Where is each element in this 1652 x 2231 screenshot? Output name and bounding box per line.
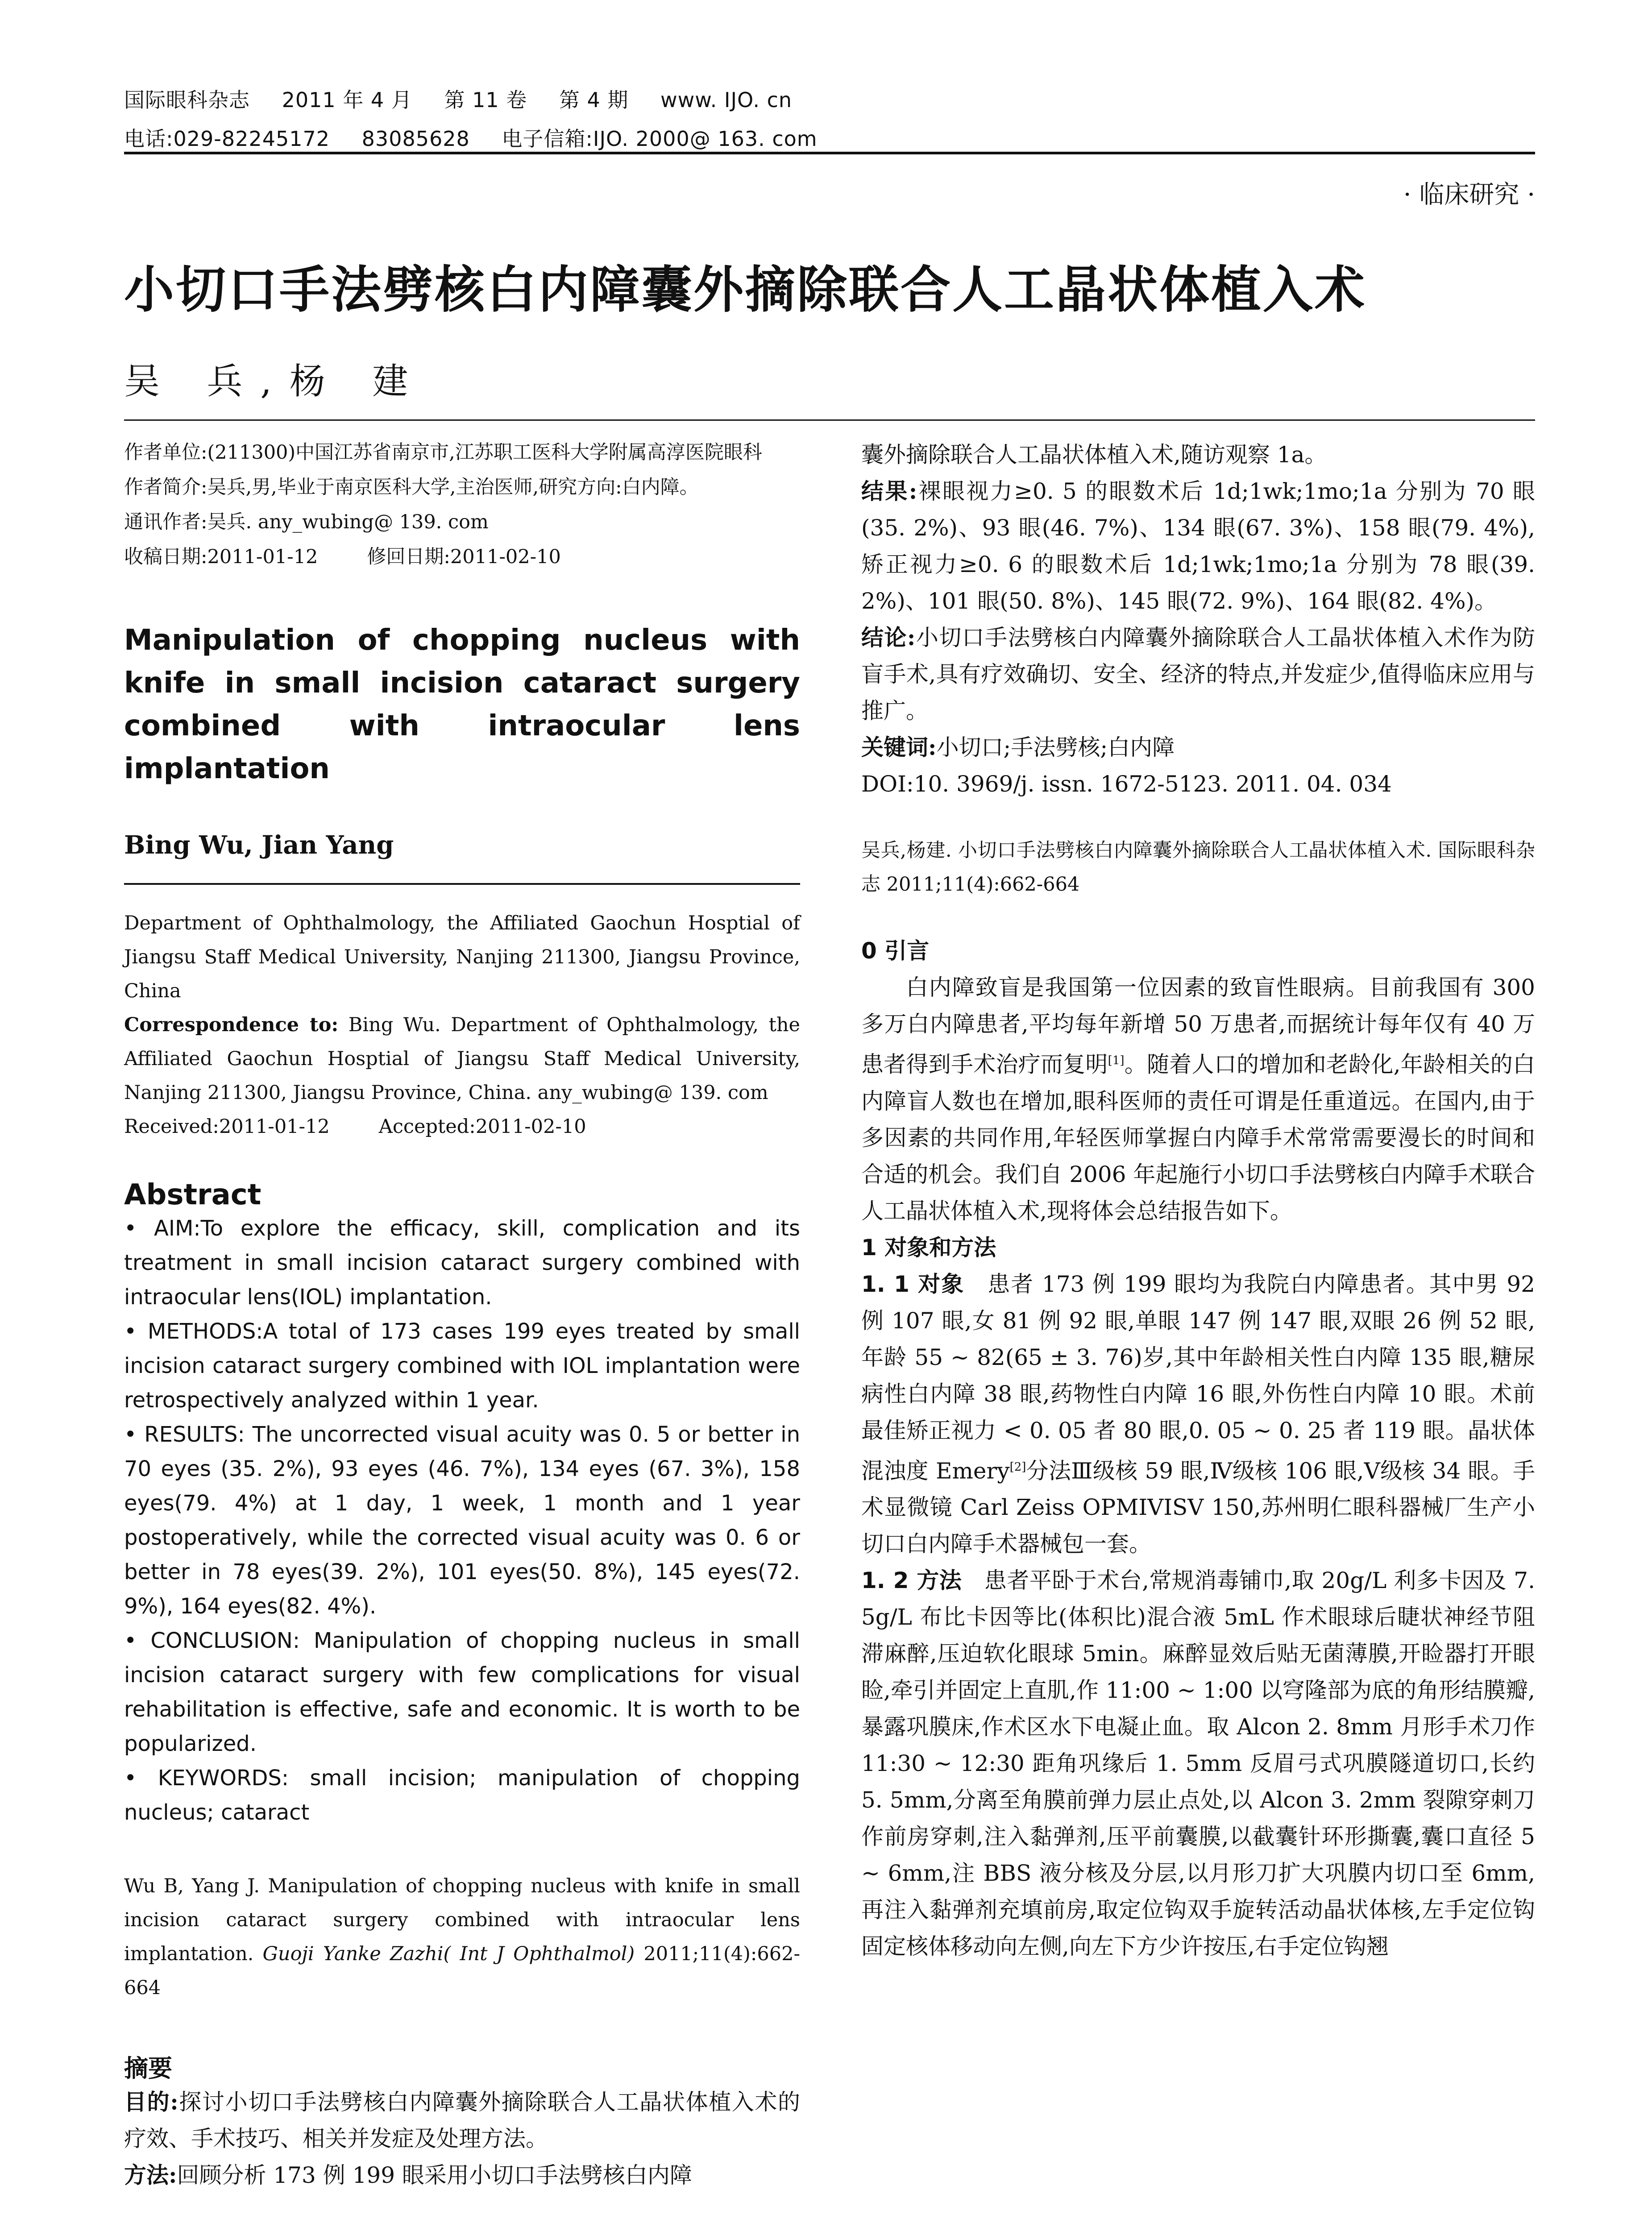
issue-date: 2011 年 4 月 xyxy=(282,88,412,112)
doi: DOI:10. 3969/j. issn. 1672-5123. 2011. 04. 034 xyxy=(861,771,1392,797)
abstract-heading: Abstract xyxy=(124,1178,261,1211)
citation-tail: 2011;11(4):662-664 xyxy=(124,1943,800,1999)
aim-text: 探讨小切口手法劈核白内障囊外摘除联合人工晶状体植入术的疗效、手术技巧、相关并发症及处理方法。 xyxy=(124,2089,800,2152)
en-received: Received:2011-01-12 xyxy=(124,1116,330,1138)
title-rule xyxy=(124,419,1535,421)
english-affiliation: Department of Ophthalmology, the Affiliated Gaochun Hosptial of Jiangsu Staff Medical University, Nanjing 211300, Jiangsu Province, China xyxy=(124,912,800,1002)
section11-ref: [2] xyxy=(1009,1460,1026,1474)
abstract-methods: • METHODS:A total of 173 cases 199 eyes treated by small incision cataract surgery combined with IOL implantation were retrospectively analyzed within 1 year. xyxy=(124,1319,800,1413)
cn-abstract-aim xyxy=(124,2084,800,2157)
correspondence-label: Correspondence to: xyxy=(124,1014,339,1036)
conclusion-label: 结论: xyxy=(861,624,916,651)
methods-label: 方法: xyxy=(124,2162,177,2188)
cn-abstract-methods xyxy=(124,2157,800,2194)
website: www. IJO. cn xyxy=(660,88,793,112)
section1-heading: 1 对象和方法 xyxy=(861,1234,996,1261)
intro-heading: 0 引言 xyxy=(861,938,930,964)
journal-header-line2 xyxy=(124,123,843,152)
citation-journal: Guoji Yanke Zazhi( Int J Ophthalmol) xyxy=(253,1943,635,1965)
page-title: 小切口手法劈核白内障囊外摘除联合人工晶状体植入术 xyxy=(124,261,1366,319)
methods-text: 回顾分析 173 例 199 眼采用小切口手法劈核白内障 xyxy=(177,2162,692,2188)
cn-abstract-conclusion xyxy=(861,619,1535,729)
results-label: 结果: xyxy=(861,478,917,504)
correspondence-text: Bing Wu. Department of Ophthalmology, the Affiliated Gaochun Hosptial of Jiangsu Staff Medical University, Nanjing 211300, Jiangsu Province, China. any_wubing@ 139. com xyxy=(124,1014,801,1104)
methods-continued: 囊外摘除联合人工晶状体植入术,随访观察 1a。 xyxy=(861,442,1327,468)
chinese-citation: 吴兵,杨建. 小切口手法劈核白内障囊外摘除联合人工晶状体植入术. 国际眼科杂志 2011;11(4):662-664 xyxy=(861,839,1535,896)
section11-paragraph xyxy=(861,1266,1535,1563)
left-column xyxy=(124,435,800,2194)
conclusion-text: 小切口手法劈核白内障囊外摘除联合人工晶状体植入术作为防盲手术,具有疗效确切、安全、经济的特点,并发症少,值得临床应用与推广。 xyxy=(861,625,1535,724)
en-dates xyxy=(124,1110,800,1144)
citation-text: Wu B, Yang J. Manipulation of chopping nucleus with knife in small incision cataract surgery combined with intraocular lens implantation. xyxy=(124,1875,800,1965)
abstract-results: • RESULTS: The uncorrected visual acuity was 0. 5 or better in 70 eyes (35. 2%), 93 eyes (46. 7%), 134 eyes (67. 3%), 158 eyes(79. 4%) at 1 day, 1 week, 1 month and 1 year postoperatively, while the corrected visual acuity was 0. 6 or better in 78 eyes(39. 2%), 101 eyes(50. 8%), 145 eyes(72. 9%), 164 eyes(82. 4%). xyxy=(124,1422,800,1619)
received-date: 收稿日期:2011-01-12 xyxy=(124,546,318,568)
author-bio: 作者简介:吴兵,男,毕业于南京医科大学,主治医师,研究方向:白内障。 xyxy=(124,476,699,498)
cn-abstract-keywords xyxy=(861,729,1535,766)
revised-date: 修回日期:2011-02-10 xyxy=(367,546,561,568)
abstract-conclusion: • CONCLUSION: Manipulation of chopping nucleus in small incision cataract surgery with few complications for visual rehabilitation is effective, safe and economic. It is worth to be popularized. xyxy=(124,1628,800,1756)
results-text: 裸眼视力≥0. 5 的眼数术后 1d;1wk;1mo;1a 分别为 70 眼(35. 2%)、93 眼(46. 7%)、134 眼(67. 3%)、158 眼(79. 4%),矫正视力≥0. 6 的眼数术后 1d;1wk;1mo;1a 分别为 78 眼(39. 2%)、101 眼(50. 8%)、145 眼(72. 9%)、164 眼(82. 4%)。 xyxy=(861,478,1535,614)
intro-ref: [1] xyxy=(1108,1054,1125,1067)
issue: 第 4 期 xyxy=(559,88,629,112)
affiliation-unit: 作者单位:(211300)中国江苏省南京市,江苏职工医科大学附属高淳医院眼科 xyxy=(124,441,762,464)
volume: 第 11 卷 xyxy=(444,88,527,112)
journal-name: 国际眼科杂志 xyxy=(124,88,250,112)
corresponding-author: 通讯作者:吴兵. any_wubing@ 139. com xyxy=(124,511,489,533)
correspondence xyxy=(124,1008,800,1110)
section-tag: · 临床研究 · xyxy=(1403,180,1535,209)
section12-paragraph xyxy=(861,1562,1535,1965)
authors-cn: 吴 兵,杨 建 xyxy=(124,361,426,402)
cn-abstract-heading: 摘要 xyxy=(124,2054,172,2082)
cn-abstract-results xyxy=(861,473,1535,619)
keywords-label: 关键词: xyxy=(861,734,937,760)
abstract-keywords: • KEYWORDS: small incision; manipulation of chopping nucleus; cataract xyxy=(124,1766,800,1825)
en-accepted: Accepted:2011-02-10 xyxy=(378,1116,586,1138)
english-citation xyxy=(124,1869,800,2005)
intro-text: 白内障致盲是我国第一位因素的致盲性眼病。目前我国有 300 多万白内障患者,平均每年新增 50 万患者,而据统计每年仅有 40 万患者得到手术治疗而复明 xyxy=(861,975,1535,1078)
english-authors: Bing Wu, Jian Yang xyxy=(124,830,394,860)
aim-label: 目的: xyxy=(124,2089,178,2115)
section11-text-2: 分法Ⅲ级核 59 眼,Ⅳ级核 106 眼,Ⅴ级核 34 眼。手术显微镜 Carl Zeiss OPMIVISV 150,苏州明仁眼科器械厂生产小切口白内障手术器械包一套。 xyxy=(861,1458,1536,1557)
phone2: 83085628 xyxy=(361,127,470,151)
intro-text-2: 。随着人口的增加和老龄化,年龄相关的白内障盲人数也在增加,眼科医师的责任可谓是任重道远。在国内,由于多因素的共同作用,年轻医师掌握白内障手术常常需要漫长的时间和合适的机会。我们自 2006 年起施行小切口手法劈核白内障手术联合人工晶状体植入术,现将体会总结报告如下。 xyxy=(861,1051,1536,1224)
section11-label: 1. 1 对象 xyxy=(861,1271,965,1297)
keywords-text: 小切口;手法劈核;白内障 xyxy=(936,734,1175,760)
email: 电子信箱:IJO. 2000@ 163. com xyxy=(502,127,818,151)
abstract-aim: • AIM:To explore the efficacy, skill, complication and its treatment in small incision cataract surgery combined with intraocular lens(IOL) implantation. xyxy=(124,1216,800,1310)
phone: 电话:029-82245172 xyxy=(124,127,330,151)
english-title: Manipulation of chopping nucleus with knife in small incision cataract surgery combined with intraocular lens implantation xyxy=(124,624,800,785)
section12-text: 患者平卧于术台,常规消毒铺巾,取 20g/L 利多卡因及 7. 5g/L 布比卡因等比(体积比)混合液 5mL 作术眼球后睫状神经节阻滞麻醉,压迫软化眼球 5min。麻醉显效后贴无菌薄膜,开睑器打开眼睑,牵引并固定上直肌,作 11:00 ~ 1:00 以穹隆部为底的角形结膜瓣,暴露巩膜床,作术区水下电凝止血。取 Alcon 2. 8mm 月形手术刀作 11:30 ~ 12:30 距角巩缘后 1. 5mm 反眉弓式巩膜隧道切口,长约 5. 5mm,分离至角膜前弹力层止点处,以 Alcon 3. 2mm 裂隙穿刺刀作前房穿刺,注入黏弹剂,压平前囊膜,以截囊针环形撕囊,囊口直径 5 ~ 6mm,注 BBS 液分核及分层,以月形刀扩大巩膜内切口至 6mm,再注入黏弹剂充填前房,取定位钩双手旋转活动晶状体核,左手定位钩固定核体移动向左侧,向左下方少许按压,右手定位钩翘 xyxy=(861,1568,1536,1960)
intro-paragraph xyxy=(861,969,1535,1229)
journal-header-line1 xyxy=(124,84,817,113)
header-rule xyxy=(124,152,1535,154)
author-rule xyxy=(124,883,800,885)
section12-label: 1. 2 方法 xyxy=(861,1568,962,1594)
right-column xyxy=(861,436,1535,1965)
dates-line xyxy=(124,539,800,574)
section11-text: 患者 173 例 199 眼均为我院白内障患者。其中男 92 例 107 眼,女 81 例 92 眼,单眼 147 例 147 眼,双眼 26 例 52 眼,年龄 55 ~ 82(65 ± 3. 76)岁,其中年龄相关性白内障 135 眼,糖尿病性白内障 38 眼,药物性白内障 16 眼,外伤性白内障 10 眼。术前最佳矫正视力 < 0. 05 者 80 眼,0. 05 ~ 0. 25 者 119 眼。晶状体混浊度 Emery xyxy=(861,1271,1535,1484)
